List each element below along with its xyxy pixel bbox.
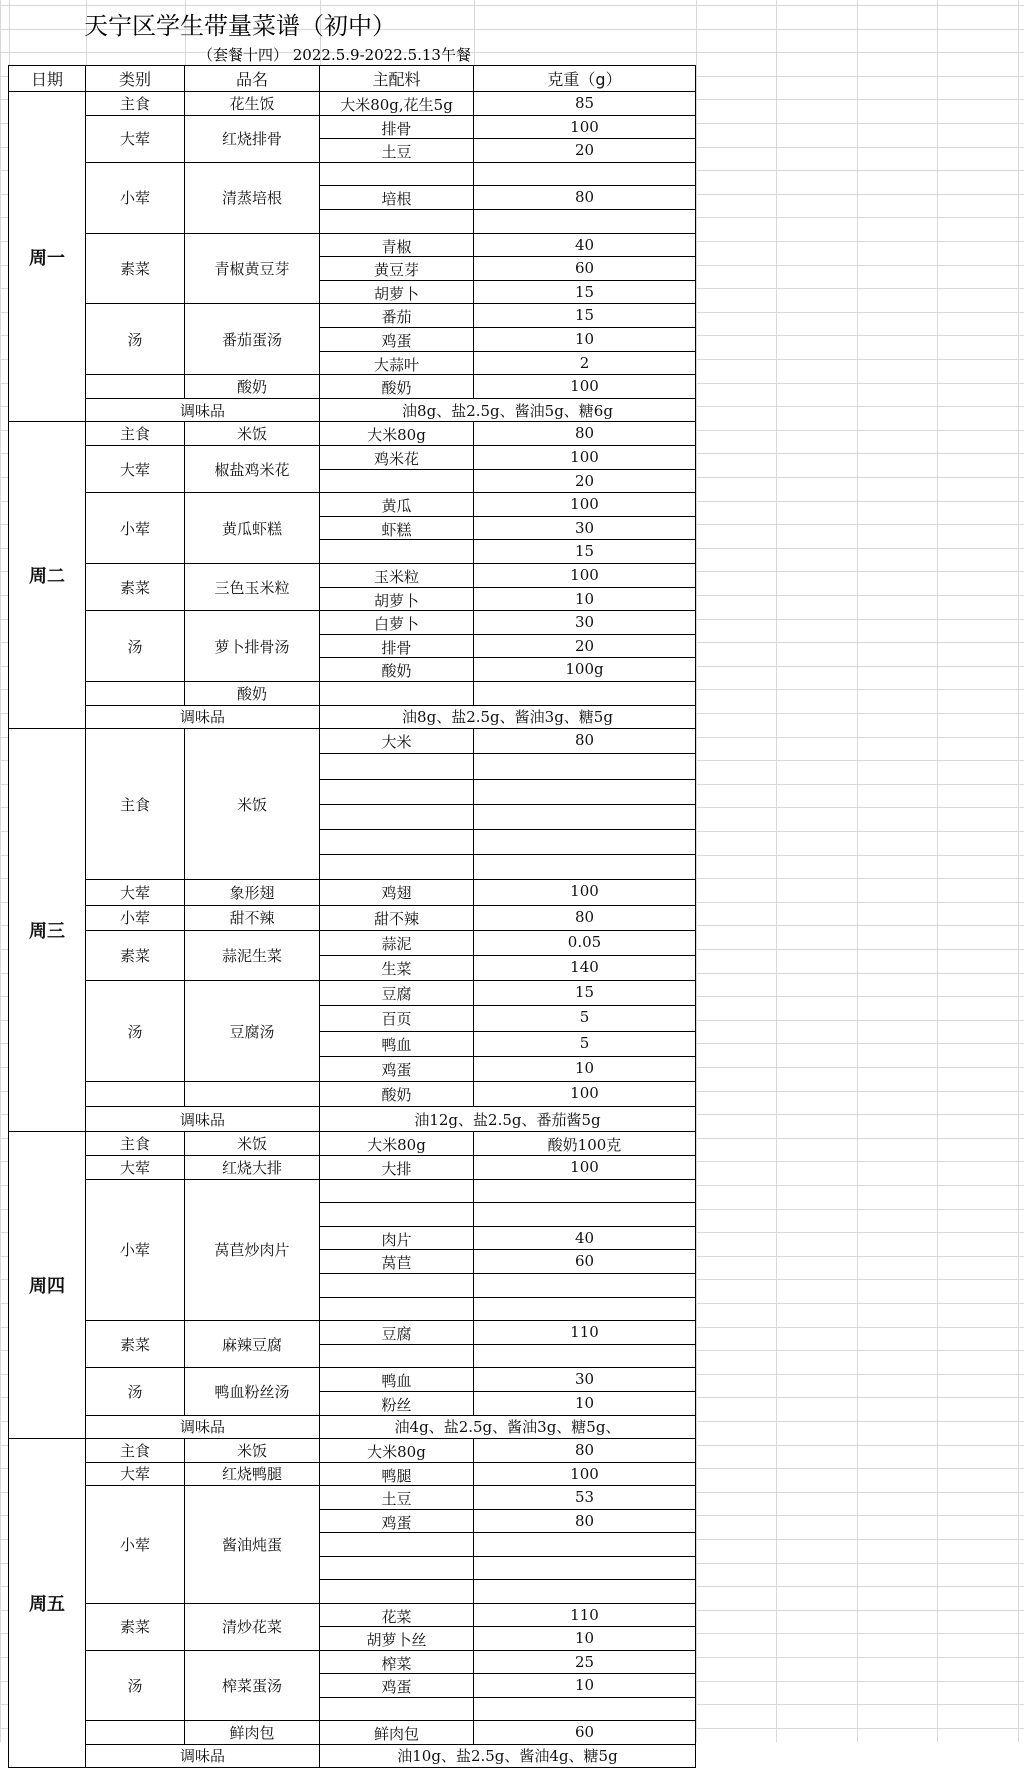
ingredient-cell: 土豆 bbox=[319, 138, 474, 163]
seasoning-value: 油12g、盐2.5g、番茄酱5g bbox=[319, 1106, 696, 1132]
ingredient-cell: 生菜 bbox=[319, 955, 474, 981]
ingredient-cell bbox=[319, 1556, 474, 1581]
weight-cell: 10 bbox=[473, 1391, 696, 1416]
dish-name-cell: 象形翅 bbox=[184, 879, 320, 905]
category-cell: 小荤 bbox=[85, 162, 185, 234]
ingredient-cell: 大排 bbox=[319, 1155, 474, 1180]
ingredient-cell: 莴苣 bbox=[319, 1249, 474, 1274]
ingredient-cell: 鸭血 bbox=[319, 1367, 474, 1392]
dish-name-cell: 鲜肉包 bbox=[184, 1720, 320, 1745]
ingredient-cell: 胡萝卜丝 bbox=[319, 1626, 474, 1651]
weight-cell: 110 bbox=[473, 1603, 696, 1628]
ingredient-cell: 粉丝 bbox=[319, 1391, 474, 1416]
ingredient-cell: 玉米粒 bbox=[319, 563, 474, 588]
category-cell: 汤 bbox=[85, 303, 185, 375]
weight-cell: 0.05 bbox=[473, 930, 696, 956]
category-cell: 汤 bbox=[85, 1367, 185, 1415]
dish-name-cell: 鸭血粉丝汤 bbox=[184, 1367, 320, 1415]
category-cell bbox=[85, 1081, 185, 1107]
category-cell: 大荤 bbox=[85, 1462, 185, 1487]
ingredient-cell: 酸奶 bbox=[319, 657, 474, 682]
ingredient-cell: 甜不辣 bbox=[319, 905, 474, 931]
seasoning-label: 调味品 bbox=[85, 1415, 320, 1440]
ingredient-cell: 排骨 bbox=[319, 634, 474, 659]
ingredient-cell: 大米80g bbox=[319, 1131, 474, 1156]
ingredient-cell: 百页 bbox=[319, 1005, 474, 1031]
weight-cell bbox=[473, 1179, 696, 1204]
seasoning-label: 调味品 bbox=[85, 398, 320, 423]
dish-name-cell: 米饭 bbox=[184, 1131, 320, 1156]
ingredient-cell: 花菜 bbox=[319, 1603, 474, 1628]
weight-cell: 100 bbox=[473, 115, 696, 140]
weight-cell bbox=[473, 779, 696, 805]
dish-name-cell: 米饭 bbox=[184, 1438, 320, 1463]
weight-cell: 80 bbox=[473, 185, 696, 210]
weight-cell: 2 bbox=[473, 351, 696, 376]
gridline-vertical bbox=[0, 0, 1, 1742]
dish-name-cell bbox=[184, 1081, 320, 1107]
weight-cell: 20 bbox=[473, 138, 696, 163]
ingredient-cell: 黄瓜 bbox=[319, 492, 474, 517]
weight-cell: 5 bbox=[473, 1005, 696, 1031]
dish-name-cell: 萝卜排骨汤 bbox=[184, 610, 320, 682]
weight-cell bbox=[473, 1344, 696, 1369]
ingredient-cell bbox=[319, 1697, 474, 1722]
weight-cell: 10 bbox=[473, 587, 696, 612]
category-cell: 小荤 bbox=[85, 1485, 185, 1604]
weight-cell bbox=[473, 1202, 696, 1227]
ingredient-cell bbox=[319, 1532, 474, 1557]
dish-name-cell: 蒜泥生菜 bbox=[184, 930, 320, 981]
day-label: 周四 bbox=[8, 1131, 86, 1439]
ingredient-cell bbox=[319, 829, 474, 855]
ingredient-cell: 大米80g,花生5g bbox=[319, 91, 474, 116]
category-cell: 素菜 bbox=[85, 563, 185, 611]
ingredient-cell: 土豆 bbox=[319, 1485, 474, 1510]
weight-cell bbox=[473, 854, 696, 880]
seasoning-value: 油8g、盐2.5g、酱油3g、糖5g bbox=[319, 705, 696, 730]
weight-cell: 80 bbox=[473, 728, 696, 754]
weight-cell bbox=[473, 1273, 696, 1298]
dish-name-cell: 莴苣炒肉片 bbox=[184, 1179, 320, 1322]
ingredient-cell bbox=[319, 1579, 474, 1604]
category-cell: 大荤 bbox=[85, 879, 185, 905]
dish-name-cell: 麻辣豆腐 bbox=[184, 1320, 320, 1368]
weight-cell: 110 bbox=[473, 1320, 696, 1345]
ingredient-cell: 肉片 bbox=[319, 1226, 474, 1251]
ingredient-cell: 蒜泥 bbox=[319, 930, 474, 956]
weight-cell: 100 bbox=[473, 1081, 696, 1107]
weight-cell bbox=[473, 209, 696, 234]
weight-cell: 30 bbox=[473, 516, 696, 541]
category-cell: 小荤 bbox=[85, 492, 185, 564]
weight-cell: 15 bbox=[473, 539, 696, 564]
dish-name-cell: 酸奶 bbox=[184, 681, 320, 706]
ingredient-cell: 培根 bbox=[319, 185, 474, 210]
day-label: 周三 bbox=[8, 728, 86, 1132]
weight-cell: 25 bbox=[473, 1650, 696, 1675]
weight-cell bbox=[473, 753, 696, 779]
category-cell: 小荤 bbox=[85, 1179, 185, 1322]
ingredient-cell: 鸡蛋 bbox=[319, 1509, 474, 1534]
ingredient-cell bbox=[319, 209, 474, 234]
ingredient-cell bbox=[319, 779, 474, 805]
day-label: 周五 bbox=[8, 1438, 86, 1768]
weight-cell bbox=[473, 829, 696, 855]
category-cell: 主食 bbox=[85, 728, 185, 880]
weight-cell bbox=[473, 1532, 696, 1557]
ingredient-cell: 鸭血 bbox=[319, 1031, 474, 1057]
dish-name-cell: 三色玉米粒 bbox=[184, 563, 320, 611]
ingredient-cell bbox=[319, 1344, 474, 1369]
weight-cell: 10 bbox=[473, 1056, 696, 1082]
weight-cell: 15 bbox=[473, 980, 696, 1006]
weight-cell: 15 bbox=[473, 280, 696, 305]
dish-name-cell: 青椒黄豆芽 bbox=[184, 233, 320, 305]
dish-name-cell: 米饭 bbox=[184, 421, 320, 446]
dish-name-cell: 清炒花菜 bbox=[184, 1603, 320, 1651]
weight-cell: 60 bbox=[473, 1720, 696, 1745]
dish-name-cell: 酸奶 bbox=[184, 374, 320, 399]
weight-cell: 10 bbox=[473, 1626, 696, 1651]
day-label: 周一 bbox=[8, 91, 86, 422]
ingredient-cell bbox=[319, 681, 474, 706]
category-cell: 汤 bbox=[85, 980, 185, 1082]
category-cell: 大荤 bbox=[85, 445, 185, 493]
weight-cell bbox=[473, 1697, 696, 1722]
weight-cell bbox=[473, 681, 696, 706]
seasoning-label: 调味品 bbox=[85, 1106, 320, 1132]
ingredient-cell: 虾糕 bbox=[319, 516, 474, 541]
weight-cell: 80 bbox=[473, 905, 696, 931]
ingredient-cell bbox=[319, 469, 474, 494]
ingredient-cell: 鸡蛋 bbox=[319, 1673, 474, 1698]
ingredient-cell: 鲜肉包 bbox=[319, 1720, 474, 1745]
category-cell: 大荤 bbox=[85, 115, 185, 163]
weight-cell: 40 bbox=[473, 233, 696, 258]
weight-cell bbox=[473, 804, 696, 830]
dish-name-cell: 米饭 bbox=[184, 728, 320, 880]
dish-name-cell: 红烧鸭腿 bbox=[184, 1462, 320, 1487]
weight-cell: 100 bbox=[473, 492, 696, 517]
category-cell: 主食 bbox=[85, 1131, 185, 1156]
weight-cell: 5 bbox=[473, 1031, 696, 1057]
weight-cell bbox=[473, 162, 696, 187]
dish-name-cell: 红烧排骨 bbox=[184, 115, 320, 163]
column-header: 类别 bbox=[85, 65, 185, 92]
column-header: 克重（g） bbox=[473, 65, 696, 92]
ingredient-cell bbox=[319, 1202, 474, 1227]
ingredient-cell: 榨菜 bbox=[319, 1650, 474, 1675]
category-cell: 素菜 bbox=[85, 930, 185, 981]
weight-cell: 20 bbox=[473, 469, 696, 494]
weight-cell: 80 bbox=[473, 421, 696, 446]
ingredient-cell: 黄豆芽 bbox=[319, 256, 474, 281]
dish-name-cell: 番茄蛋汤 bbox=[184, 303, 320, 375]
category-cell: 主食 bbox=[85, 91, 185, 116]
category-cell: 素菜 bbox=[85, 1603, 185, 1651]
weight-cell: 15 bbox=[473, 303, 696, 328]
dish-name-cell: 椒盐鸡米花 bbox=[184, 445, 320, 493]
weight-cell bbox=[473, 1297, 696, 1322]
weight-cell: 10 bbox=[473, 1673, 696, 1698]
gridline-vertical bbox=[1018, 0, 1019, 1742]
column-header: 主配料 bbox=[319, 65, 474, 92]
weight-cell: 100 bbox=[473, 563, 696, 588]
weight-cell: 30 bbox=[473, 610, 696, 635]
column-header: 日期 bbox=[8, 65, 86, 92]
ingredient-cell: 豆腐 bbox=[319, 980, 474, 1006]
ingredient-cell: 大米80g bbox=[319, 1438, 474, 1463]
ingredient-cell bbox=[319, 539, 474, 564]
weight-cell: 80 bbox=[473, 1509, 696, 1534]
weight-cell: 80 bbox=[473, 1438, 696, 1463]
ingredient-cell: 大米 bbox=[319, 728, 474, 754]
weight-cell: 酸奶100克 bbox=[473, 1131, 696, 1156]
ingredient-cell: 大蒜叶 bbox=[319, 351, 474, 376]
weight-cell: 100g bbox=[473, 657, 696, 682]
weight-cell: 20 bbox=[473, 634, 696, 659]
category-cell: 素菜 bbox=[85, 233, 185, 305]
ingredient-cell: 大米80g bbox=[319, 421, 474, 446]
weight-cell: 60 bbox=[473, 1249, 696, 1274]
weight-cell: 40 bbox=[473, 1226, 696, 1251]
ingredient-cell bbox=[319, 1297, 474, 1322]
page-title: 天宁区学生带量菜谱（初中） bbox=[84, 12, 396, 40]
dish-name-cell: 花生饭 bbox=[184, 91, 320, 116]
dish-name-cell: 黄瓜虾糕 bbox=[184, 492, 320, 564]
category-cell bbox=[85, 681, 185, 706]
ingredient-cell: 番茄 bbox=[319, 303, 474, 328]
dish-name-cell: 甜不辣 bbox=[184, 905, 320, 931]
ingredient-cell bbox=[319, 1179, 474, 1204]
ingredient-cell bbox=[319, 162, 474, 187]
seasoning-value: 油8g、盐2.5g、酱油5g、糖6g bbox=[319, 398, 696, 423]
seasoning-label: 调味品 bbox=[85, 1744, 320, 1768]
ingredient-cell: 鸭腿 bbox=[319, 1462, 474, 1487]
ingredient-cell bbox=[319, 804, 474, 830]
weight-cell: 10 bbox=[473, 327, 696, 352]
weight-cell: 100 bbox=[473, 374, 696, 399]
category-cell: 汤 bbox=[85, 1650, 185, 1722]
ingredient-cell: 胡萝卜 bbox=[319, 280, 474, 305]
dish-name-cell: 豆腐汤 bbox=[184, 980, 320, 1082]
ingredient-cell bbox=[319, 854, 474, 880]
gridline-vertical bbox=[857, 0, 858, 1742]
weight-cell bbox=[473, 1556, 696, 1581]
category-cell: 主食 bbox=[85, 421, 185, 446]
ingredient-cell: 白萝卜 bbox=[319, 610, 474, 635]
column-header: 品名 bbox=[184, 65, 320, 92]
category-cell: 大荤 bbox=[85, 1155, 185, 1180]
dish-name-cell: 酱油炖蛋 bbox=[184, 1485, 320, 1604]
dish-name-cell: 榨菜蛋汤 bbox=[184, 1650, 320, 1722]
weight-cell: 30 bbox=[473, 1367, 696, 1392]
weight-cell: 53 bbox=[473, 1485, 696, 1510]
gridline-vertical bbox=[696, 0, 697, 1742]
category-cell bbox=[85, 1720, 185, 1745]
ingredient-cell: 鸡翅 bbox=[319, 879, 474, 905]
ingredient-cell bbox=[319, 1273, 474, 1298]
category-cell: 小荤 bbox=[85, 905, 185, 931]
gridline-horizontal bbox=[0, 52, 1024, 53]
category-cell: 汤 bbox=[85, 610, 185, 682]
category-cell bbox=[85, 374, 185, 399]
gridline-vertical bbox=[937, 0, 938, 1742]
ingredient-cell: 青椒 bbox=[319, 233, 474, 258]
category-cell: 主食 bbox=[85, 1438, 185, 1463]
ingredient-cell: 鸡米花 bbox=[319, 445, 474, 470]
weight-cell: 100 bbox=[473, 879, 696, 905]
category-cell: 素菜 bbox=[85, 1320, 185, 1368]
ingredient-cell: 鸡蛋 bbox=[319, 327, 474, 352]
ingredient-cell: 排骨 bbox=[319, 115, 474, 140]
weight-cell: 100 bbox=[473, 1155, 696, 1180]
dish-name-cell: 清蒸培根 bbox=[184, 162, 320, 234]
weight-cell bbox=[473, 1579, 696, 1604]
ingredient-cell: 酸奶 bbox=[319, 1081, 474, 1107]
weight-cell: 100 bbox=[473, 1462, 696, 1487]
seasoning-value: 油4g、盐2.5g、酱油3g、糖5g、 bbox=[319, 1415, 696, 1440]
ingredient-cell: 胡萝卜 bbox=[319, 587, 474, 612]
seasoning-label: 调味品 bbox=[85, 705, 320, 730]
weight-cell: 85 bbox=[473, 91, 696, 116]
day-label: 周二 bbox=[8, 421, 86, 729]
page-subtitle: （套餐十四） 2022.5.9-2022.5.13午餐 bbox=[198, 46, 471, 64]
weight-cell: 140 bbox=[473, 955, 696, 981]
ingredient-cell: 酸奶 bbox=[319, 374, 474, 399]
gridline-vertical bbox=[776, 0, 777, 1742]
ingredient-cell: 豆腐 bbox=[319, 1320, 474, 1345]
seasoning-value: 油10g、盐2.5g、酱油4g、糖5g bbox=[319, 1744, 696, 1768]
ingredient-cell bbox=[319, 753, 474, 779]
dish-name-cell: 红烧大排 bbox=[184, 1155, 320, 1180]
weight-cell: 60 bbox=[473, 256, 696, 281]
ingredient-cell: 鸡蛋 bbox=[319, 1056, 474, 1082]
weight-cell: 100 bbox=[473, 445, 696, 470]
